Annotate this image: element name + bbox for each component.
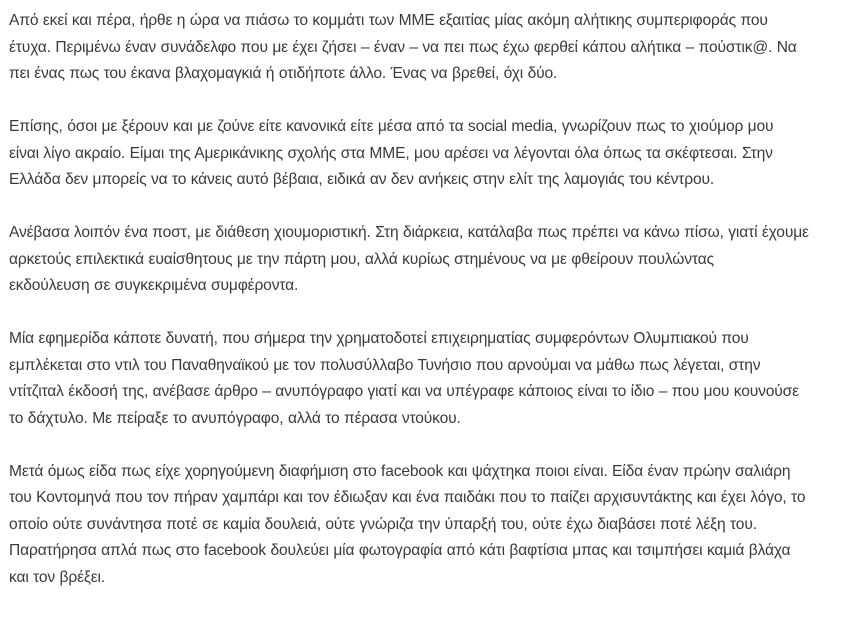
text-line: το δάχτυλο. Με πείραξε το ανυπόγραφο, αλλά το πέρασα ντούκου. [9, 409, 461, 427]
text-line: Από εκεί και πέρα, ήρθε η ώρα να πιάσω το κομμάτι των ΜΜΕ εξαιτίας μίας ακόμη αλήτικης συμπεριφοράς που [9, 12, 768, 29]
text-line: εμπλέκεται στο ντιλ του Παναθηναϊκού με τον πολυσύλλαβο Τυνήσιο που αρνούμαι να μάθω πως λέγεται, στην [9, 356, 761, 374]
text-line: πει ένας πως του έκανα βλαχομαγκιά ή οτιδήποτε άλλο. Ένας να βρεθεί, όχι δύο. [9, 65, 558, 82]
text-line: είναι λίγο ακραίο. Είμαι της Αμερικάνικης σχολής στα ΜΜΕ, μου αρέσει να λέγονται όλα όπως τα σκέφτεσαι. Στην [9, 144, 773, 162]
text-line: του Κοντομηνά που τον πήραν χαμπάρι και τον έδιωξαν και ένα παιδάκι που το παίζει αρχισυντάκτης και έχει λόγο, το [9, 489, 806, 506]
text-line: έτυχα. Περιμένω έναν συνάδελφο που με έχει ζήσει – έναν – να πει πως έχω φερθεί κάπου αλήτικα – πούστικ@. Να [9, 38, 797, 56]
text-line: αρκετούς επιλεκτικά ευαίσθητους με την πάρτη μου, αλλά κυρίως στημένους να με φθείρουν πουλώντας [9, 250, 714, 268]
paragraph-1 [9, 8, 859, 88]
paragraph-4 [9, 326, 859, 432]
text-line: Παρατήρησα απλά πως στο facebook δουλεύει μία φωτογραφία από κάτι βαφτίσια μπας και τσιμπήσει καμιά βλάχα [9, 542, 791, 559]
article-body [9, 8, 859, 618]
text-line: Επίσης, όσοι με ξέρουν και με ζούνε είτε κανονικά είτε μέσα από τα social media, γνωρίζουν πως το χιούμορ μου [9, 118, 774, 135]
text-line: και τον βρέξει. [9, 568, 106, 586]
text-line: ντίτζιταλ έκδοσή της, ανέβασε άρθρο – ανυπόγραφο γιατί και να υπέγραφε κάποιος είναι το ίδιο – που μου κουνούσε [9, 383, 799, 400]
text-line: Μετά όμως είδα πως είχε χορηγούμενη διαφήμιση στο facebook και ψάχτηκα ποιοι είναι. Είδα έναν πρώην σαλιάρη [9, 462, 791, 480]
text-line: οποίο ούτε συνάντησα ποτέ σε καμία δουλειά, ούτε γνώριζα την ύπαρξή του, ούτε έχω διαβάσει ποτέ λέξη του. [9, 515, 757, 533]
paragraph-2 [9, 114, 859, 194]
paragraph-5 [9, 459, 859, 592]
text-line: Μία εφημερίδα κάποτε δυνατή, που σήμερα την χρηματοδοτεί επιχειρηματίας συμφερόντων Ολυμπιακού που [9, 330, 749, 347]
text-line: εκδούλευση σε συγκεκριμένα συμφέροντα. [9, 277, 299, 294]
text-line: Ελλάδα δεν μπορείς να το κάνεις αυτό βέβαια, ειδικά αν δεν ανήκεις στην ελίτ της λαμογιάς του κέντρου. [9, 171, 715, 188]
text-line: Ανέβασα λοιπόν ένα ποστ, με διάθεση χιουμοριστική. Στη διάρκεια, κατάλαβα πως πρέπει να κάνω πίσω, γιατί έχουμε [9, 224, 809, 241]
paragraph-3 [9, 220, 859, 300]
